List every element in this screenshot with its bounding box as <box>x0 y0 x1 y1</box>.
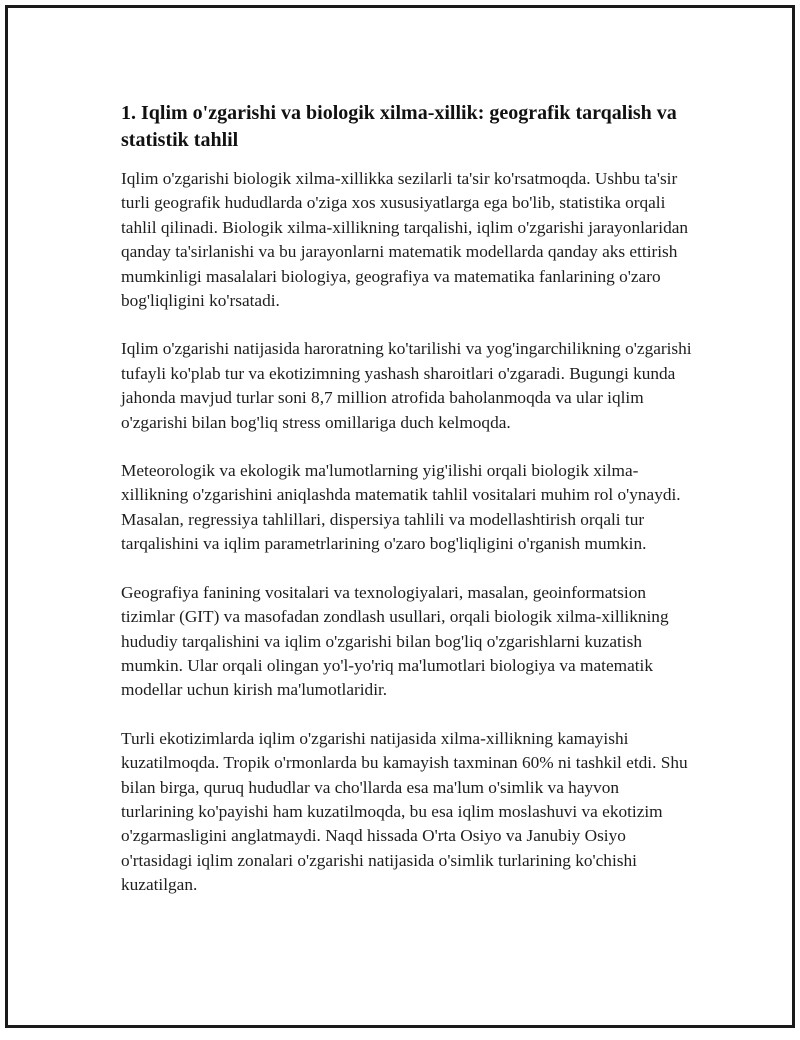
document-page <box>5 5 795 1028</box>
paragraph-2: Iqlim o'zgarishi natijasida haroratning ko'tarilishi va yog'ingarchilikning o'zgarishi tufayli ko'plab tur va ekotizimning yashash sharoitlari o'zgaradi. Bugungi kunda jahonda mavjud turlar soni 8,7 million atrofida baholanmoqda va ular iqlim o'zgarishi bilan bog'liq stress omillariga duch kelmoqda. <box>121 339 692 432</box>
paragraph-3: Meteorologik va ekologik ma'lumotlarning yig'ilishi orqali biologik xilma-xillikning o'zgarishini aniqlashda matematik tahlil vositalari muhim rol o'ynaydi. Masalan, regressiya tahlillari, dispersiya tahlili va modellashtirish orqali tur tarqalishini va iqlim parametrlarining o'zaro bog'liqligini o'rganish mumkin. <box>121 461 681 554</box>
section-heading: 1. Iqlim o'zgarishi va biologik xilma-xillik: geografik tarqalish va statistik tahlil <box>121 102 677 151</box>
document-body <box>121 100 696 922</box>
paragraph-1: Iqlim o'zgarishi biologik xilma-xillikka sezilarli ta'sir ko'rsatmoqda. Ushbu ta'sir turli geografik hududlarda o'ziga xos xususiyatlarga ega bo'lib, statistika orqali tahlil qilinadi. Biologik xilma-xillikning tarqalishi, iqlim o'zgarishi jarayonlaridan qanday ta'sirlanishi va bu jarayonlarni matematik modellarda qanday aks ettirish mumkinligi masalalari biologiya, geografiya va matematika fanlarining o'zaro bog'liqligini ko'rsatadi. <box>121 169 689 311</box>
paragraph-5: Turli ekotizimlarda iqlim o'zgarishi natijasida xilma-xillikning kamayishi kuzatilmoqda. Tropik o'rmonlarda bu kamayish taxminan 60% ni tashkil etdi. Shu bilan birga, quruq hududlar va cho'llarda esa ma'lum o'simlik va hayvon turlarining ko'payishi ham kuzatilmoqda, bu esa iqlim moslashuvi va ekotizim o'zgarmasligini anglatmaydi. Naqd hissada O'rta Osiyo va Janubiy Osiyo o'rtasidagi iqlim zonalari o'zgarishi natijasida o'simlik turlarining ko'chishi kuzatilgan. <box>121 728 688 895</box>
paragraph-4: Geografiya fanining vositalari va texnologiyalari, masalan, geoinformatsion tizimlar (GIT) va masofadan zondlash usullari, orqali biologik xilma-xillikning hududiy tarqalishini va iqlim o'zgarishi bilan bog'liq o'zgarishlarni kuzatish mumkin. Ular orqali olingan yo'l-yo'riq ma'lumotlari biologiya va matematik modellar uchun kirish ma'lumotlaridir. <box>121 582 669 700</box>
